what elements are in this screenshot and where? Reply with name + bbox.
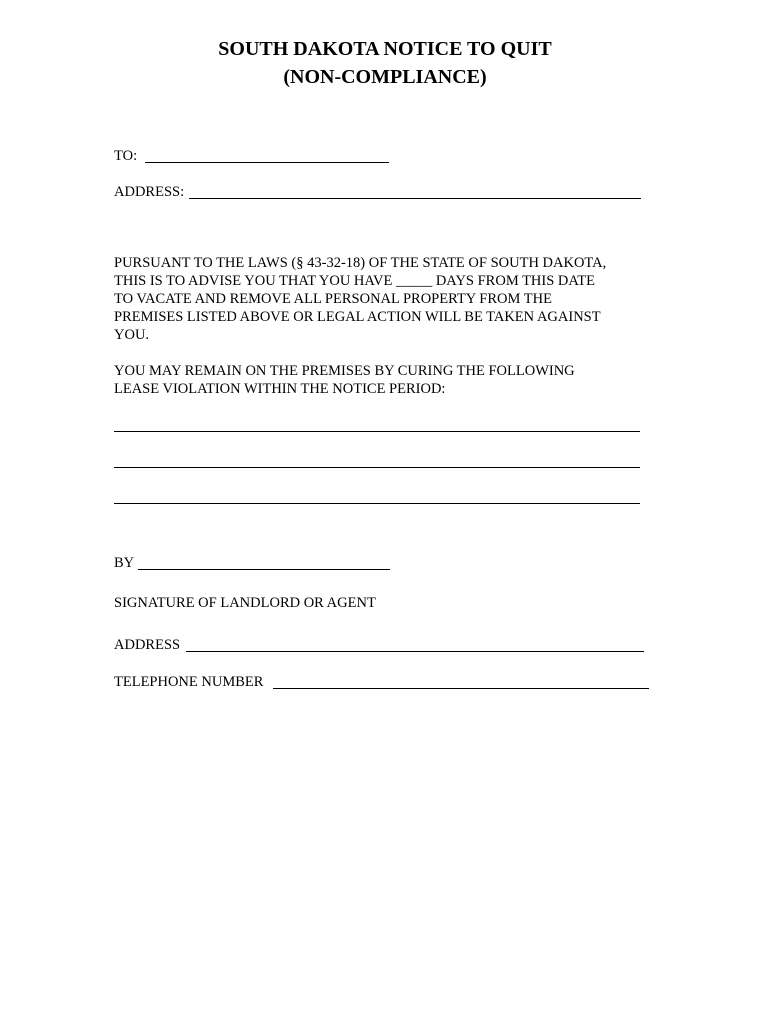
document-title-line1: SOUTH DAKOTA NOTICE TO QUIT bbox=[218, 38, 552, 60]
telephone-blank-line[interactable] bbox=[273, 688, 649, 689]
landlord-address-label: ADDRESS bbox=[114, 637, 181, 653]
by-blank-line[interactable] bbox=[138, 569, 390, 570]
violation-line-1[interactable] bbox=[114, 431, 640, 432]
telephone-label: TELEPHONE NUMBER bbox=[114, 674, 264, 690]
to-label: TO: bbox=[114, 148, 138, 164]
remain-line: YOU MAY REMAIN ON THE PREMISES BY CURING THE FOLLOWING bbox=[114, 363, 575, 379]
remain-paragraph bbox=[114, 362, 654, 398]
landlord-address-blank-line[interactable] bbox=[186, 651, 644, 652]
violation-line-2[interactable] bbox=[114, 467, 640, 468]
violation-line-3[interactable] bbox=[114, 503, 640, 504]
by-label: BY bbox=[114, 555, 135, 571]
remain-line: LEASE VIOLATION WITHIN THE NOTICE PERIOD: bbox=[114, 381, 446, 397]
notice-paragraph bbox=[114, 254, 654, 344]
notice-line: PURSUANT TO THE LAWS (§ 43-32-18) OF THE STATE OF SOUTH DAKOTA, bbox=[114, 255, 607, 271]
notice-line: THIS IS TO ADVISE YOU THAT YOU HAVE _____ DAYS FROM THIS DATE bbox=[114, 273, 595, 289]
notice-line: PREMISES LISTED ABOVE OR LEGAL ACTION WILL BE TAKEN AGAINST bbox=[114, 309, 601, 325]
notice-line: TO VACATE AND REMOVE ALL PERSONAL PROPERTY FROM THE bbox=[114, 291, 552, 307]
notice-line: YOU. bbox=[114, 327, 150, 343]
address-blank-line[interactable] bbox=[189, 198, 641, 199]
signature-label: SIGNATURE OF LANDLORD OR AGENT bbox=[114, 595, 376, 611]
address-label: ADDRESS: bbox=[114, 184, 185, 200]
document-title-line2: (NON-COMPLIANCE) bbox=[283, 66, 487, 88]
to-blank-line[interactable] bbox=[145, 162, 389, 163]
